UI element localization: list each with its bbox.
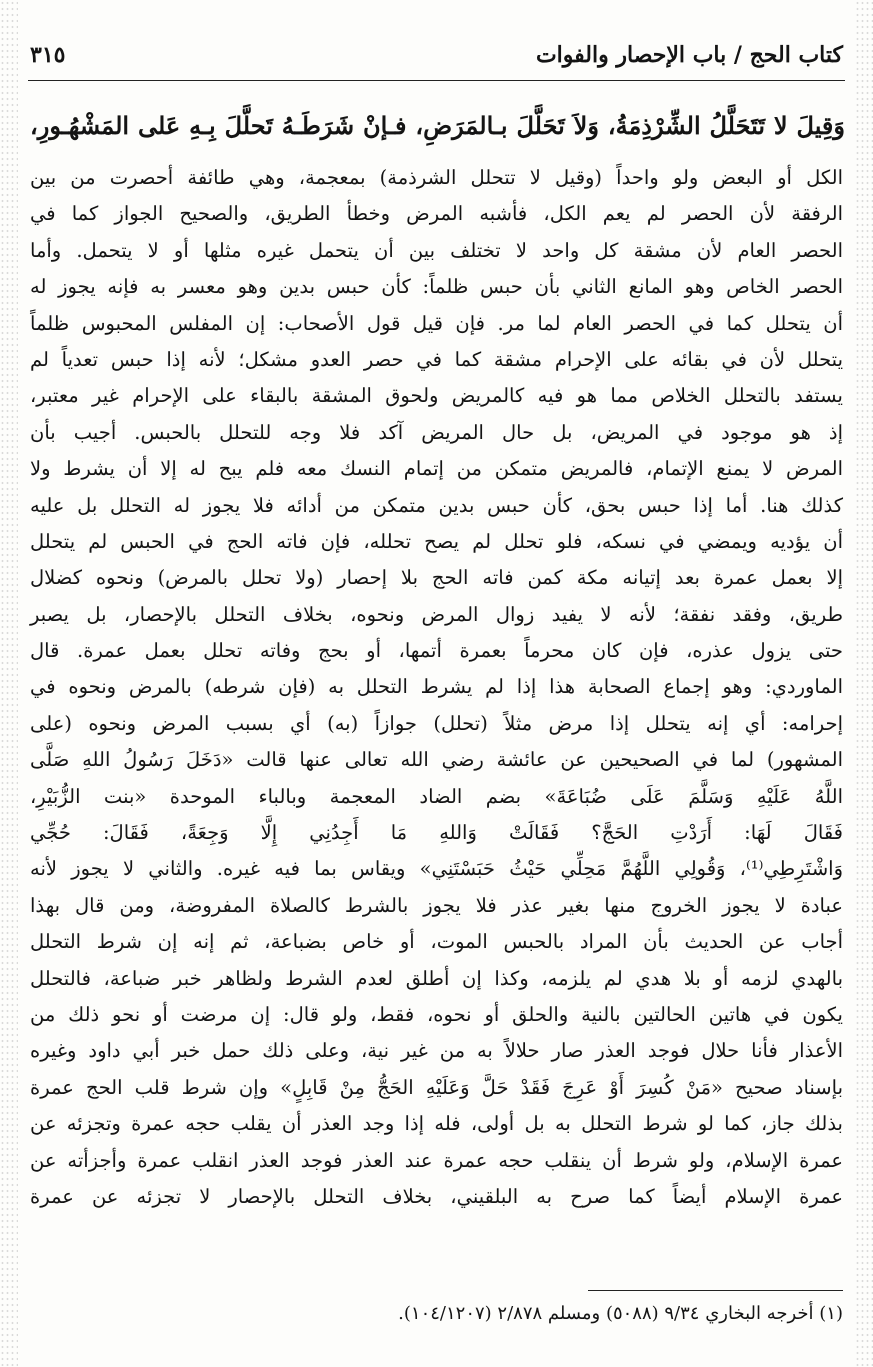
text-line: اللَّهُ عَلَيْهِ وَسَلَّمَ عَلَى ضُبَاعَةَ» بضم الضاد المعجمة وبالباء الموحدة «بنت الزُّبَيْرِ، xyxy=(30,784,843,808)
text-line: المرض لا يمنع الإتمام، فالمريض متمكن من إتمام النسك معه فلم يبح له إلا أن يشرط ولا xyxy=(30,457,843,481)
matn-text: وَقِيلَ لا تَتَحَلَّلُ الشِّرْذِمَةُ، وَلاَ تَحَلَّلَ بـالمَرَضِ، فـإنْ شَرَطَـهُ تَحلَّلَ بِـهِ عَلى المَشْهُـورِ، xyxy=(30,111,845,140)
footnote: (١) أخرجه البخاري ٩/٣٤ (٥٠٨٨) ومسلم ٢/٨٧٨ (١٠٤/١٢٠٧). xyxy=(398,1303,843,1324)
text-line: الأعذار فأنا حلال فوجد العذر صار حلالاً به من غير نية، وعلى ذلك حمل خبر أبي داود وغيره xyxy=(30,1039,843,1063)
text-line: عمرة الإسلام، ولو شرط أن ينقلب حجه عمرة عند العذر فوجد العذر انقلب عمرة وأجزأته عن xyxy=(30,1148,843,1172)
header-rule xyxy=(28,80,845,81)
text-line: عمرة الإسلام أيضاً كما صرح به البلقيني، بخلاف التحلل بالإحصار لا تجزئه عن عمرة xyxy=(30,1184,843,1208)
text-line: فَقَالَ لَهَا: أَرَدْتِ الحَجَّ؟ فَقَالَتْ وَاللهِ مَا أَجِدُنِي إِلَّا وَجِعَةً، فَقَالَ: حُجِّي xyxy=(30,821,843,845)
text-line: الرفقة لأن الحصر لم يعم الكل، فأشبه المرض وخطأ الطريق، والصحيح الجواز كما في xyxy=(30,202,843,226)
text-line: وَاشْتَرِطِي⁽¹⁾، وَقُولِي اللَّهُمَّ مَحِلِّي حَيْثُ حَبَسْتَنِي» ويقاس بما فيه غيره. والثاني لا يجوز لأنه xyxy=(30,857,843,881)
text-line: طريق، وفقد نفقة؛ لأنه لا يفيد زوال المرض ونحوه، بخلاف التحلل بالإحصار، بل يصبر xyxy=(30,602,843,626)
text-line: الحصر الخاص وهو المانع الثاني بأن حبس ظلماً: كأن حبس بدين وهو معسر به فإنه يجوز له xyxy=(30,275,843,299)
text-line: يتحلل لأن في بقائه على الإحرام مشقة كما في حصر العدو مشكل؛ لأنه إذا حبس تعدياً لم xyxy=(30,347,843,371)
text-line: إحرامه: أي إنه يتحلل إذا مرض مثلاً (تحلل) جوازاً (به) أي بسبب المرض ونحوه (على xyxy=(30,711,843,735)
text-line: الماوردي: وهو إجماع الصحابة هذا إذا لم يشرط التحلل به (فإن شرطه) بالمرض ونحوه في xyxy=(30,675,843,699)
text-line: بإسناد صحيح «مَنْ كُسِرَ أَوْ عَرِجَ فَقَدْ حَلَّ وَعَلَيْهِ الحَجُّ مِنْ قَابِلٍ» وإن شرط قلب الحج عمرة xyxy=(30,1075,843,1099)
commentary-body xyxy=(30,160,843,1215)
text-line: يكون في هاتين الحالتين بالنية والحلق أو نحوه، فقط، ولو قال: إن مرضت أو نحو ذلك من xyxy=(30,1002,843,1026)
text-line: المشهور) لما في الصحيحين عن عائشة رضي الله تعالى عنها قالت «دَخَلَ رَسُولُ اللهِ صَلَّى xyxy=(30,748,843,772)
running-head-title: كتاب الحج / باب الإحصار والفوات xyxy=(535,42,843,68)
page-number: ٣١٥ xyxy=(30,42,66,68)
text-line: إذ هو موجود في المريض، بل حال المريض آكد فلا وجه للتحلل بالحبس. أجيب بأن xyxy=(30,420,843,444)
text-line: عبادة لا يجوز الخروج منها بغير عذر فلا يجوز بالشرط كالصلاة المفروضة، ومن قال بهذا xyxy=(30,893,843,917)
text-line: الحصر العام لأن مشقة كل واحد لا تختلف بين أن يتحمل غيره مثلها أو لا يتحمل. وأما xyxy=(30,238,843,262)
text-line: الكل أو البعض ولو واحداً (وقيل لا تتحلل الشرذمة) بمعجمة، وهي طائفة أحصرت من بين xyxy=(30,166,843,189)
running-head xyxy=(30,38,843,78)
text-line: يستفد بالتحلل الخلاص مما هو فيه كالمريض ولحوق المشقة بالبقاء على الإحرام غير معتبر، xyxy=(30,384,843,408)
text-line: حتى يزول عذره، فإن كان محرماً بعمرة أتمها، أو بحج وفاته تحلل بعمل عمرة. قال xyxy=(30,639,843,663)
text-line: أجاب عن الحديث بأن المراد بالحبس الموت، أو خاص بضباعة، ثم إنه إن شرط التحلل xyxy=(30,930,843,954)
text-line: كذلك هنا. أما إذا حبس بحق، كأن حبس بدين متمكن من أدائه فلا يجوز له التحلل بل عليه xyxy=(30,493,843,517)
scan-edge-left xyxy=(0,0,18,1367)
text-line: أن يتحلل كما في الحصر العام لما مر. فإن قيل قول الأصحاب: إن المفلس المحبوس ظلماً xyxy=(30,311,843,335)
scan-edge-right xyxy=(855,0,873,1367)
text-line: أن يؤديه ويمضي في نسكه، فلو تحلل لم يصح تحلله، فإن فاته الحج في الحبس لم يتحلل xyxy=(30,529,843,553)
text-line: إلا بعمل عمرة بعد إتيانه مكة كمن فاته الحج بلا إحصار (ولا تحلل بالمرض) ونحوه كضلال xyxy=(30,566,843,590)
text-line: بالهدي لزمه أو بلا هدي لم يلزمه، وكذا إن أطلق لعدم الشرط ولظاهر خبر ضباعة، فالتحلل xyxy=(30,966,843,990)
footnote-rule xyxy=(588,1290,843,1291)
text-line: بذلك جاز، كما لو شرط التحلل به بل أولى، فله إذا وجد العذر أن يقلب حجه عمرة وتجزئه عن xyxy=(30,1112,843,1136)
